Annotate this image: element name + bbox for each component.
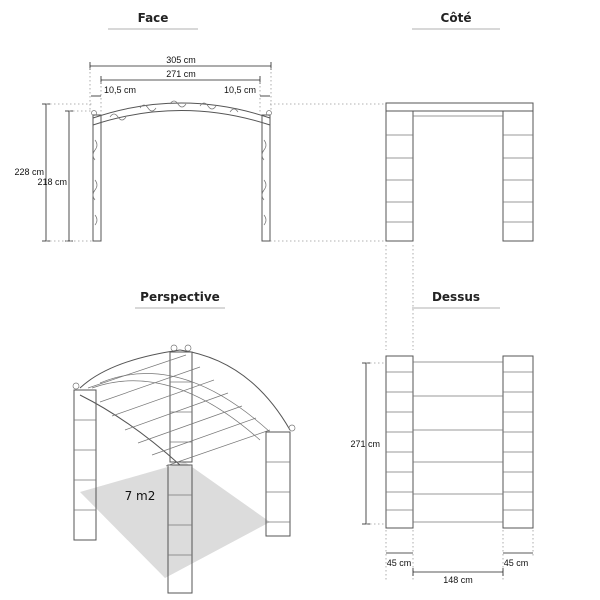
- perspective-view: [73, 345, 295, 593]
- dim-pillar-right: 10,5 cm: [223, 85, 256, 95]
- dim-height-side: 218 cm: [37, 177, 67, 187]
- title-cote: Côté: [440, 11, 472, 25]
- title-face: Face: [137, 11, 169, 25]
- area-label: 7 m2: [124, 489, 156, 503]
- dim-pillar-left: 10,5 cm: [104, 85, 137, 95]
- dim-passage: 148 cm: [443, 575, 473, 585]
- dim-total-width: 305 cm: [166, 55, 196, 65]
- dessus-view: [350, 356, 533, 585]
- dim-inner-width: 271 cm: [166, 69, 196, 79]
- face-view: [14, 55, 385, 241]
- title-dessus: Dessus: [431, 290, 481, 304]
- ground-area: [80, 462, 270, 578]
- dim-depth: 271 cm: [350, 439, 380, 449]
- title-perspective: Perspective: [140, 290, 220, 304]
- dim-height-total: 228 cm: [14, 167, 44, 177]
- cote-view: [386, 103, 533, 350]
- dim-side-right: 45 cm: [503, 558, 529, 568]
- dim-side-left: 45 cm: [386, 558, 412, 568]
